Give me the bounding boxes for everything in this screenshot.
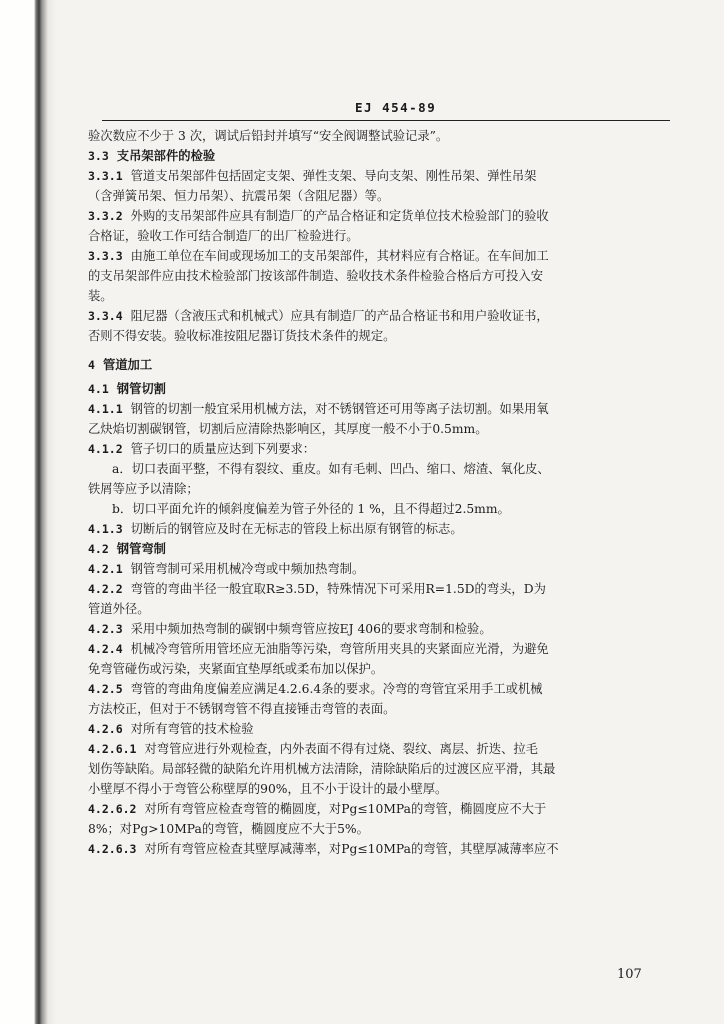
chapter-heading-4: 4 管道加工 (88, 358, 153, 372)
clause-4-2-4-cont: 免弯管碰伤或污染，夹紧面宜垫厚纸或柔布加以保护。 (88, 662, 384, 676)
clause-4-2-6: 4.2.6 对所有弯管的技术检验 (88, 722, 254, 736)
section-heading-4-1: 4.1 钢管切割 (88, 382, 166, 396)
clause-4-1-1-cont: 乙炔焰切割碳钢管，切割后应清除热影响区，其厚度一般不小于0.5mm。 (88, 422, 488, 436)
clause-3-3-1: 3.3.1 管道支吊架部件包括固定支架、弹性支架、导向支架、刚性吊架、弹性吊架 (88, 169, 537, 183)
clause-4-2-6-1-cont: 划伤等缺陷。局部轻微的缺陷允许用机械方法清除，清除缺陷后的过渡区应平滑，其最 (88, 762, 556, 776)
clause-4-2-2-cont: 管道外径。 (88, 602, 150, 616)
page-number: 107 (617, 967, 642, 982)
clause-4-2-6-3: 4.2.6.3 对所有弯管应检查其壁厚减薄率，对Pg≤10MPa的弯管，其壁厚减薄率应不 (88, 842, 559, 856)
clause-4-2-2: 4.2.2 弯管的弯曲半径一般宜取R≥3.5D，特殊情况下可采用R=1.5D的弯头，D为 (88, 582, 546, 596)
list-item-a-cont: 铁屑等应予以清除； (88, 482, 199, 496)
clause-4-2-6-1: 4.2.6.1 对弯管应进行外观检查，内外表面不得有过烧、裂纹、离层、折迭、拉毛 (88, 742, 538, 756)
clause-3-3-3: 3.3.3 由施工单位在车间或现场加工的支吊架部件，其材料应有合格证。在车间加工 (88, 249, 549, 263)
clause-4-2-3: 4.2.3 采用中频加热弯制的碳钢中频弯管应按EJ 406的要求弯制和检验。 (88, 622, 492, 636)
clause-4-2-6-1-cont2: 小壁厚不得小于弯管公称壁厚的90%，且不小于设计的最小壁厚。 (88, 782, 448, 796)
paragraph-line: 验次数应不少于 3 次，调试后铅封并填写“安全阀调整试验记录”。 (88, 129, 449, 143)
clause-4-2-1: 4.2.1 钢管弯制可采用机械冷弯或中频加热弯制。 (88, 562, 365, 576)
clause-3-3-3-cont: 的支吊架部件应由技术检验部门按该部件制造、验收技术条件检验合格后方可投入安 (88, 269, 543, 283)
clause-4-2-5-cont: 方法校正，但对于不锈钢弯管不得直接锤击弯管的表面。 (88, 702, 396, 716)
scan-binding-edge (0, 0, 56, 1024)
clause-3-3-1-cont: （含弹簧吊架、恒力吊架）、抗震吊架（含阻尼器）等。 (88, 189, 390, 203)
clause-4-2-5: 4.2.5 弯管的弯曲角度偏差应满足4.2.6.4条的要求。冷弯的弯管宜采用手工或机械 (88, 682, 543, 696)
standard-code-header: EJ 454-89 (355, 100, 437, 115)
section-heading-4-2: 4.2 钢管弯制 (88, 542, 166, 556)
clause-4-1-1: 4.1.1 钢管的切割一般宜采用机械方法，对不锈钢管还可用等离子法切割。如果用氧 (88, 402, 549, 416)
section-heading-3-3: 3.3 支吊架部件的检验 (88, 149, 216, 163)
clause-3-3-4: 3.3.4 阻尼器（含液压式和机械式）应具有制造厂的产品合格证书和用户验收证书， (88, 309, 549, 323)
clause-3-3-3-cont2: 装。 (88, 289, 113, 303)
clause-4-2-6-2-cont: 8%；对Pg>10MPa的弯管，椭圆度应不大于5%。 (88, 822, 369, 836)
clause-4-2-6-2: 4.2.6.2 对所有弯管应检查弯管的椭圆度，对Pg≤10MPa的弯管，椭圆度应不大于 (88, 802, 547, 816)
list-item-b: b．切口平面允许的倾斜度偏差为管子外径的 1 %，且不得超过2.5mm。 (112, 502, 510, 516)
clause-4-1-2: 4.1.2 管子切口的质量应达到下列要求： (88, 442, 316, 456)
clause-4-1-3: 4.1.3 切断后的钢管应及时在无标志的管段上标出原有钢管的标志。 (88, 522, 463, 536)
clause-3-3-4-cont: 否则不得安装。验收标准按阻尼器订货技术条件的规定。 (88, 329, 396, 343)
clause-3-3-2-cont: 合格证，验收工作可结合制造厂的出厂检验进行。 (88, 229, 359, 243)
list-item-a: a．切口表面平整，不得有裂纹、重皮。如有毛刺、凹凸、缩口、熔渣、氧化皮、 (112, 462, 550, 476)
clause-3-3-2: 3.3.2 外购的支吊架部件应具有制造厂的产品合格证和定货单位技术检验部门的验收 (88, 209, 549, 223)
document-body (88, 126, 668, 859)
clause-4-2-4: 4.2.4 机械冷弯管所用管坯应无油脂等污染，弯管所用夹具的夹紧面应光滑，为避免 (88, 642, 549, 656)
header-rule (102, 120, 670, 121)
